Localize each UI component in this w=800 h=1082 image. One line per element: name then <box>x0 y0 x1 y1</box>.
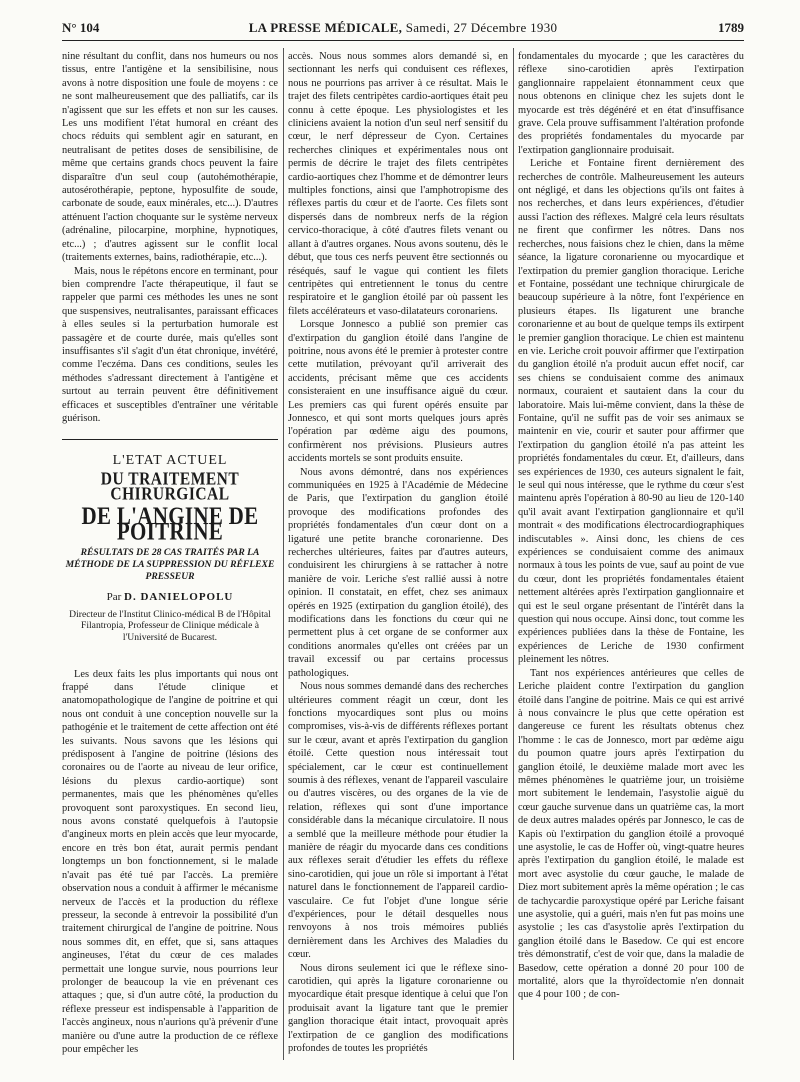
paragraph: Nous avons démontré, dans nos expériences communiquées en 1925 à l'Académie de Médecine de Paris, que l'extirpation du ganglion étoilé provoque des modifications profondes des propriétés fondamentales d'un cœur dont on a ligaturé une petite branche coronarienne. Des recherches ultérieures, faites par d'autres auteurs, conduisirent les chirurgiens à se rattacher à notre manière de voir. Leriche s'est rallié aussi à notre opinion. Il constatait, en effet, chez ses animaux opérés en 1925 (extirpation du ganglion étoilé), des modifications dans les fonctions du cœur qui ne permettent plus à cet organe de se conformer aux conditions anormales qu'elles ont créées par un travail excessif ou par certains processus pathologiques. <box>288 466 508 679</box>
page-number: 1789 <box>718 20 744 35</box>
title-line-3: DE L'ANGINE DE POITRINE <box>81 500 259 546</box>
paragraph: Nous dirons seulement ici que le réflexe sino-carotidien, qui après la ligature coronarienne ou myocardique était presque identique à celui que l'on produisait avant la ligature tant que le premier ganglion thoracique était intact, provoquait après l'extirpation de ce ganglion des modifications profondes de toutes les propriétés <box>288 962 508 1055</box>
paragraph: Nous nous sommes demandé dans des recherches ultérieures comment réagit un cœur, dont les fonctions myocardiques sont plus ou moins compromises, vis-à-vis de différents réflexes portant sur le cœur, avant et après l'extirpation du ganglion étoilé. Cette question nous intéressait tout spécialement, car le cœur est continuellement soumis à des réflexes, venant de l'appareil vasculaire ou d'autres viscères, ou des organes de la vie de relation, réflexes qui sont d'une importance considérable dans la mécanique circulatoire. Il nous a semblé que la meilleure méthode pour étudier la manière de réagir du myocarde dans ces conditions aux réflexes serait d'étudier les effets du réflexe sino-carotidien, qui joue un rôle si important à l'état naturel dans le fonctionnement de l'appareil cardio-vasculaire. Ce fut l'objet d'une longue série d'expériences, pour le détail desquelles nous renvoyons à nos trois mémoires publiés dernièrement dans les Archives des Maladies du cœur. <box>288 681 508 961</box>
author-affiliation: Directeur de l'Institut Clinico-médical B de l'Hôpital Filantropia, Professeur de Clinique médicale à l'Université de Bucarest. <box>69 608 271 643</box>
author-prefix: Par <box>106 591 125 604</box>
paragraph: fondamentales du myocarde ; que les caractères du réflexe sino-carotidien après l'extirpation ganglionnaire rappelaient étonnamment ceux que nous obtenons en clinique chez les sujets dont le myocarde est très dégénéré et en état d'insuffisance grave. Cela prouve suffisamment l'altération profonde des propriétés fondamentales du myocarde par l'extirpation ganglionnaire produisait. <box>518 51 744 156</box>
issue-date: Samedi, 27 Décembre 1930 <box>402 20 558 35</box>
page-header <box>62 20 744 41</box>
column-3 <box>518 50 744 1002</box>
title-line-2: DU TRAITEMENT CHIRURGICAL <box>100 469 240 505</box>
article-separator <box>62 439 278 440</box>
author-line <box>62 591 278 604</box>
paragraph: nine résultant du conflit, dans nos humeurs ou nos tissus, entre l'antigène et la sensibilisine, nous avons à notre disposition une foule de moyens : ce ne sont malheureusement que des palliatifs, car ils n'agissent que sur les effets et non sur les causes. Les uns modifient l'état humoral en créant des chocs réduits qui semblent agir en saturant, en neutralisant de petites doses de sensibilisine, de même que certains grands chocs peuvent la faire disparaître d'un seul coup (autohémothérapie, autosérothérapie, peptone, hyposulfite de soude, carbonate de soude, eaux minérales, etc...). D'autres atténuent l'action choquante sur le système nerveux (adrénaline, pilocarpine, morphine, hypnotiques, etc...) ; d'autres agissent sur le conflit local (traitements externes, bains, radiothérapie, etc...). <box>62 51 278 264</box>
paragraph: accès. Nous nous sommes alors demandé si, en sectionnant les nerfs qui conduisent ces réflexes, nous ne pourrions pas arriver à ce résultat. Mais le trajet des filets centripètes cardio-aortiques était peu connu à cette époque. Les physiologistes et les cliniciens avaient la notion d'un seul nerf sensitif du cœur, le nerf dépresseur de Cyon. Certaines recherches cliniques et expérimentales nous ont permis de décrire le trajet des filets centripètes cardio-aortiques chez l'homme et de démontrer leurs multiples fonctions, ainsi que l'amphotropisme des réflexes partis du cœur et de l'aorte. Ces filets sont dispersés dans de nombreux nerfs de la région cervico-thoracique, à côté d'autres filets venant ou allant à d'autres organes. Nous avons soutenu, dès le début, que tous ces nerfs peuvent être sectionnés ou réséqués, sauf le vague qui contient les filets centripètes qui entretiennent le tonus du centre respiratoire et le ganglion étoilé par où passent les filets accélérateurs et vaso-dilatateurs coronariens. <box>288 51 508 317</box>
issue-number: N° 104 <box>62 20 100 35</box>
paragraph: Lorsque Jonnesco a publié son premier cas d'extirpation du ganglion étoilé dans l'angine de poitrine, nous avons été le premier à protester contre cette mutilation, prévoyant qu'il arriverait des accidents, précisant même que ces accidents consisteraient en une insuffisance aiguë du cœur. Les premiers cas qui furent opérés ensuite par Jonnesco, et qui sont morts quelques jours après l'opération par œdème aigu des poumons, confirmèrent nos prévisions. Plusieurs autres accidents mortels se sont produits ensuite. <box>288 319 508 465</box>
paragraph: Les deux faits les plus importants qui nous ont frappé dans l'étude clinique et anatomopathologique de l'angine de poitrine et qui nous ont conduit à une conception nouvelle sur la pathogénie et le traitement de cette affection ont été les suivants. Nous savons que les lésions qui prédisposent à l'angine de poitrine (lésions des coronaires ou de l'aorte au niveau de leur orifice, lésions du plexus cardio-aortique) sont permanentes, mais que les phénomènes qu'elles provoquent sont paroxystiques. En second lieu, nous avons constaté quelquefois à l'autopsie d'angineux morts en plein accès que leur myocarde, encore en très bon état, aurait permis pendant longtemps un bon fonctionnement, si le malade n'avait pas été tué par l'accès. La première observation nous a conduit à affirmer le mécanisme nerveux de l'accès et la production du réflexe presseur, la seconde à entrevoir la possibilité d'un traitement chirurgical de l'angine de poitrine. Nous nous sommes dit, en effet, que si, sans attaques angineuses, l'état du cœur de ces malades permettait une longue survie, nous pourrions leur prolonger de beaucoup la vie en prévenant ces attaques ; que, si d'un autre côté, la production du réflexe presseur est indispensable à l'apparition de l'accès angineux, nous n'aurions qu'à prévenir d'une manière ou d'une autre la production de ce réflexe pour empêcher les <box>62 668 278 1055</box>
article-subtitle: RÉSULTATS DE 28 CAS TRAITÉS PAR LA MÉTHODE DE LA SUPPRESSION DU RÉFLEXE PRESSEUR <box>65 547 275 583</box>
title-line-1: L'ETAT ACTUEL <box>112 453 228 469</box>
article-title-block <box>62 454 278 643</box>
journal-name: LA PRESSE MÉDICALE, <box>248 20 403 35</box>
paragraph: Tant nos expériences antérieures que celles de Leriche plaident contre l'extirpation du ganglion étoilé dans l'angine de poitrine. Mais ce qui est arrivé à nous convaincre le plus que cette opération est dangereuse ce furent les résultats obtenus chez l'homme : le cas de Jonnesco, mort par œdème aigu du poumon quatre jours après l'extirpation du ganglion étoilé, le deuxième malade mort avec les mêmes phénomènes le quatrième jour, un troisième mort subitement le lendemain, l'asystolie aiguë du cœur gauche survenue dans un quatrième cas, la mort de deux autres malades opérés par Jonnesco, le cas de Kapis où l'extirpation du ganglion étoilé a provoqué une asystolie, le cas de Hoffer où, vingt-quatre heures après l'extirpation du ganglion étoilé, le malade est mort avec asystolie du cœur gauche, le malade de Diez mort subitement après la même opération ; le cas de tachycardie paroxystique opéré par Leriche faisant une asystolie, qui a guéri, mais n'en fut pas moins une asystolie ; les cas d'asystolie après l'extirpation du ganglion étoilé dans le Basedow. Ce qui est encore très démonstratif, c'est de voir que, dans la maladie de Basedow, cette opération a donné 20 pour 100 de mortalité, alors que la thyroïdectomie n'en donnait que 4 pour 100 ; de con- <box>518 667 744 1001</box>
column-2 <box>288 50 508 1055</box>
column-divider <box>513 48 514 1060</box>
paragraph: Mais, nous le répétons encore en terminant, pour bien comprendre l'acte thérapeutique, il faut se rappeler que parmi ces méthodes les unes ne sont que suspensives, neutralisantes, paraissant efficaces à elles seules si la perturbation humorale est passagère et de courte durée, mais qu'elles sont insuffisantes s'il s'agit d'un état chronique, invétéré, comme l'eczéma. Dans ces conditions, seules les méthodes s'adressant directement à l'antigène et surtout au terrain peuvent être définitivement efficaces et susceptibles d'entraîner une véritable guérison. <box>62 265 278 424</box>
journal-title <box>62 20 744 36</box>
column-divider <box>283 48 284 1060</box>
author-name: D. DANIELOPOLU <box>124 591 234 604</box>
paragraph: Leriche et Fontaine firent dernièrement des recherches de contrôle. Malheureusement les auteurs ont négligé, et dans les objections qu'ils ont faites à nos recherches, et dans leurs expériences, d'étudier aussi l'action des réflexes. Malgré cela leurs résultats ne firent que confirmer les nôtres. Dans nos recherches, nous faisions chez le chien, dans la même séance, la ligature coronarienne ou myocardique et l'extirpation du premier ganglion thoracique. Leriche et Fontaine, possédant une technique chirurgicale de beaucoup supérieure à la nôtre, font l'expérience en plusieurs étapes. Ils ligaturent une branche coronarienne et au bout de quelque temps ils extirpent le premier ganglion thoracique. Le chien est maintenu en vie. Leriche croit pouvoir affirmer que l'extirpation du ganglion étoilé n'a produit aucun effet nocif, car ses chiens se conduisaient comme des animaux normaux, couraient et sautaient dans la cour du laboratoire. Mais lui-même convient, dans la thèse de Fontaine, qu'il ne suffit pas de voir ses animaux se maintenir en vie, courir et sauter pour affirmer que l'extirpation du ganglion étoilé n'a pas atteint les propriétés fondamentales du cœur. Et, d'ailleurs, dans ses expériences de 1930, ces auteurs signalent le fait, le seul qui nous intéresse, que le rythme du cœur s'est maintenu après l'opération à 80-90 au lieu de 120-140 qu'il avait avant l'extirpation ganglionnaire et qu'il montrait « des modifications électrocardiographiques indiscutables ». Ainsi donc, les chiens de ces expériences se conduisaient comme des animaux normaux à tous les points de vue, sauf au point de vue du cœur, dont les propriétés fondamentales étaient nettement altérées après l'extirpation ganglionnaire et qui est le seul organe présentant de l'intérêt dans la question qui nous occupe. Ainsi donc, tout comme les expériences publiées dans la thèse de Fontaine, les expériences de Leriche de 1930 confirment pleinement les nôtres. <box>518 158 744 666</box>
column-1 <box>62 50 278 1056</box>
